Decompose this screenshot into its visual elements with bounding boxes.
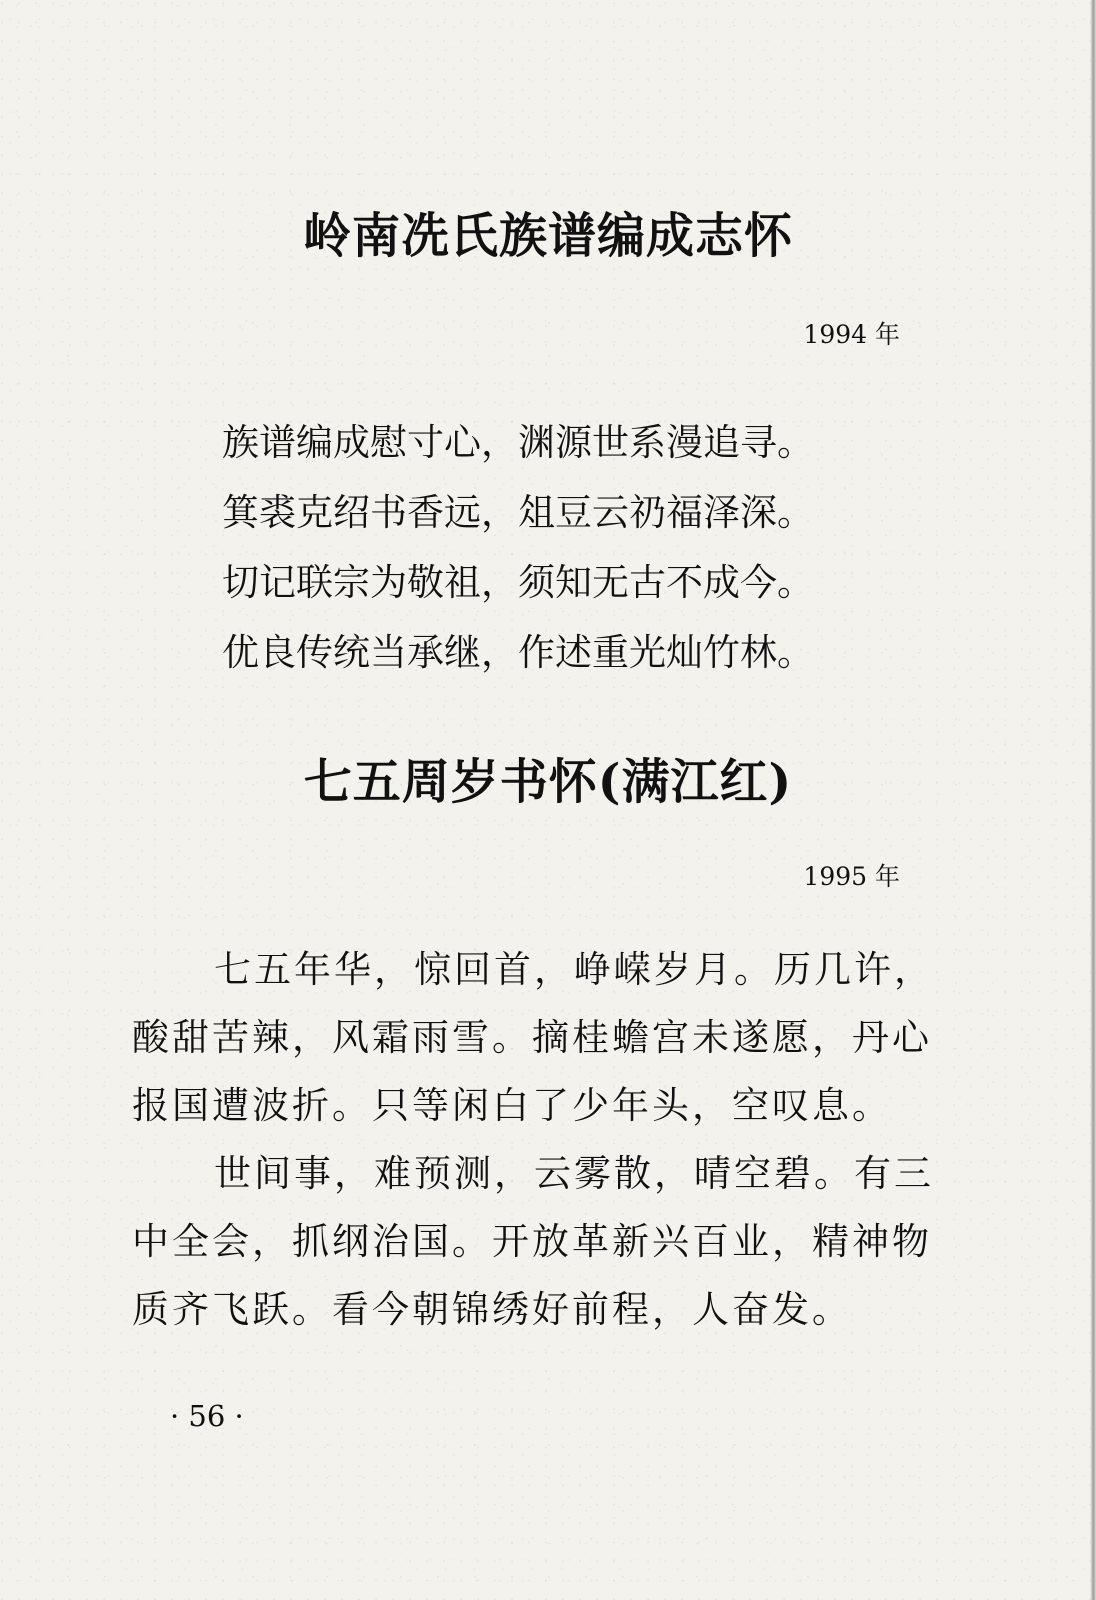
poem-1-body xyxy=(222,408,882,688)
page-number: · 56 · xyxy=(170,1399,244,1433)
poem-2-year: 1995 年 xyxy=(803,862,900,891)
poem-1-line-1: 族谱编成慰寸心，渊源世系漫追寻。 xyxy=(222,421,814,464)
poem-1-year: 1994 年 xyxy=(803,320,900,349)
poem-1-title: 岭南冼氏族谱编成志怀 xyxy=(302,208,793,264)
poem-2-title: 七五周岁书怀(满江红) xyxy=(303,754,793,810)
poem-1-line-4: 优良传统当承继，作述重光灿竹林。 xyxy=(222,631,814,674)
poem-1-line-2: 箕裘克绍书香远，俎豆云礽福泽深。 xyxy=(222,491,814,534)
poem-1-line-3: 切记联宗为敬祖，须知无古不成今。 xyxy=(222,561,814,604)
poem-2-stanza-1: 七五年华，惊回首，峥嵘岁月。历几许，酸甜苦辣，风霜雨雪。摘桂蟾宫未遂愿，丹心报国遭波折。只等闲白了少年头，空叹息。 xyxy=(132,948,934,1127)
poem-2-body xyxy=(132,936,952,1344)
poem-2-stanza-2: 世间事，难预测，云雾散，晴空碧。有三中全会，抓纲治国。开放革新兴百业，精神物质齐飞跃。看今朝锦绣好前程，人奋发。 xyxy=(132,1152,934,1331)
